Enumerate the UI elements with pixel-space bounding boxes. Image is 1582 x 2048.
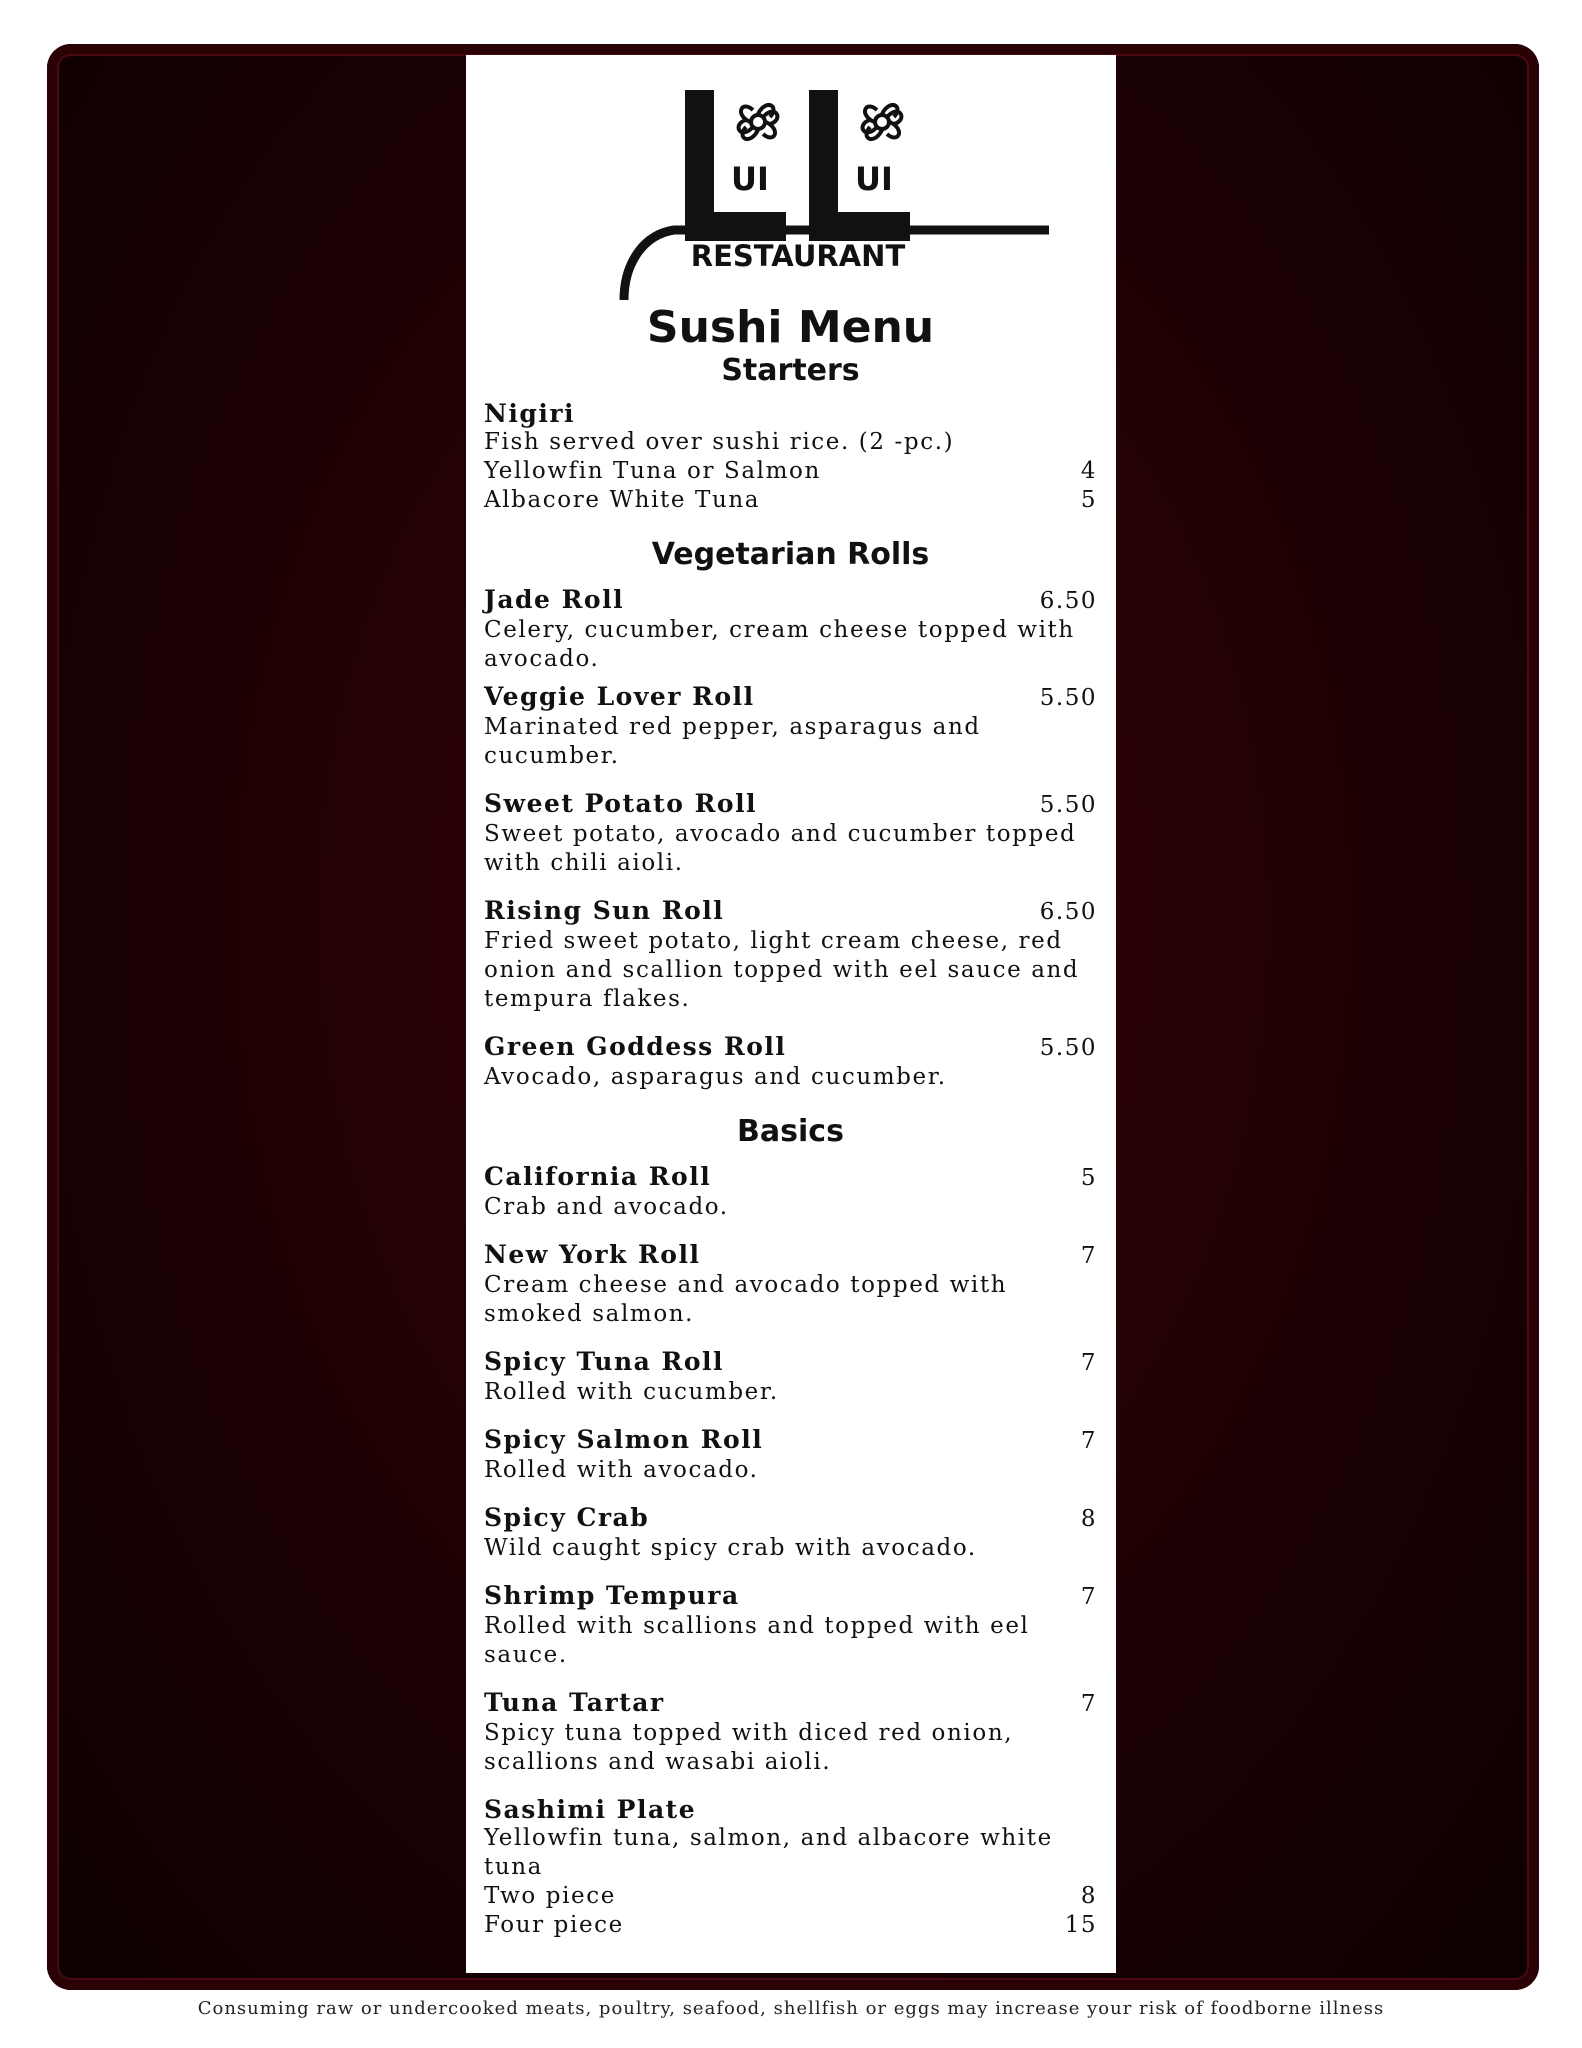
item-name: Tuna Tartar bbox=[484, 1688, 665, 1717]
item-price: 7 bbox=[1080, 1584, 1097, 1610]
item-description: Sweet potato, avocado and cucumber topped with chili aioli. bbox=[484, 821, 1077, 876]
item-price: 6.50 bbox=[1039, 899, 1097, 925]
section-heading-basics: Basics bbox=[737, 1114, 844, 1149]
item-description: Rolled with cucumber. bbox=[484, 1379, 779, 1405]
option-label: Albacore White Tuna bbox=[484, 487, 761, 513]
item-price: 7 bbox=[1080, 1350, 1097, 1376]
menu-item bbox=[484, 1503, 1097, 1563]
item-description: Wild caught spicy crab with avocado. bbox=[484, 1535, 977, 1561]
item-price: 7 bbox=[1080, 1243, 1097, 1269]
logo-mark bbox=[484, 55, 1096, 305]
item-description: Rolled with avocado. bbox=[484, 1457, 759, 1483]
item-option bbox=[484, 457, 1097, 486]
item-description: Celery, cucumber, cream cheese topped with avocado. bbox=[484, 617, 1075, 672]
item-description: Cream cheese and avocado topped with smoked salmon. bbox=[484, 1272, 1008, 1327]
menu-item bbox=[484, 1425, 1097, 1485]
menu-item-nigiri bbox=[484, 399, 1097, 515]
menu-item bbox=[484, 1581, 1097, 1670]
item-name: California Roll bbox=[484, 1162, 712, 1191]
option-price: 8 bbox=[1080, 1883, 1097, 1909]
item-name: Spicy Salmon Roll bbox=[484, 1425, 764, 1454]
item-price: 5 bbox=[1080, 1165, 1097, 1191]
item-description: Crab and avocado. bbox=[484, 1194, 729, 1220]
svg-text:UI: UI bbox=[731, 160, 769, 198]
option-price: 15 bbox=[1064, 1912, 1097, 1938]
item-price: 8 bbox=[1080, 1506, 1097, 1532]
menu-item bbox=[484, 1162, 1097, 1222]
item-name: Nigiri bbox=[484, 399, 575, 428]
item-name: Veggie Lover Roll bbox=[484, 682, 755, 711]
menu-item bbox=[484, 1347, 1097, 1407]
item-description: Avocado, asparagus and cucumber. bbox=[484, 1064, 947, 1090]
menu-item-sashimi-plate bbox=[484, 1795, 1097, 1940]
item-option bbox=[484, 1882, 1097, 1911]
item-price: 5.50 bbox=[1039, 792, 1097, 818]
item-description: Marinated red pepper, asparagus and cucumber. bbox=[484, 714, 981, 769]
item-name: Rising Sun Roll bbox=[484, 896, 725, 925]
svg-text:RESTAURANT: RESTAURANT bbox=[690, 239, 906, 273]
menu-item bbox=[484, 896, 1097, 1014]
item-description: Yellowfin tuna, salmon, and albacore white tuna bbox=[484, 1825, 1053, 1880]
item-name: Sashimi Plate bbox=[484, 1795, 697, 1824]
health-disclaimer: Consuming raw or undercooked meats, poultry, seafood, shellfish or eggs may increase your risk of foodborne illness bbox=[197, 1998, 1385, 2019]
item-name: Green Goddess Roll bbox=[484, 1032, 787, 1061]
item-option bbox=[484, 486, 1097, 515]
menu-item bbox=[484, 585, 1097, 674]
item-description: Fried sweet potato, light cream cheese, red onion and scallion topped with eel sauce and tempura flakes. bbox=[484, 928, 1080, 1012]
restaurant-logo bbox=[484, 55, 1097, 305]
menu-item bbox=[484, 1032, 1097, 1092]
item-name: Sweet Potato Roll bbox=[484, 789, 758, 818]
option-label: Four piece bbox=[484, 1912, 624, 1938]
item-price: 5.50 bbox=[1039, 1035, 1097, 1061]
option-label: Yellowfin Tuna or Salmon bbox=[484, 458, 821, 484]
item-name: Spicy Crab bbox=[484, 1503, 650, 1532]
menu-item bbox=[484, 789, 1097, 878]
menu-item bbox=[484, 682, 1097, 771]
option-label: Two piece bbox=[484, 1883, 616, 1909]
menu-title: Sushi Menu bbox=[646, 302, 935, 353]
option-price: 5 bbox=[1080, 487, 1097, 513]
item-description: Spicy tuna topped with diced red onion, scallions and wasabi aioli. bbox=[484, 1720, 1014, 1775]
menu-item bbox=[484, 1688, 1097, 1777]
menu-panel bbox=[466, 55, 1116, 1973]
item-price: 6.50 bbox=[1039, 588, 1097, 614]
section-heading-starters: Starters bbox=[721, 353, 860, 388]
item-price: 7 bbox=[1080, 1691, 1097, 1717]
menu-item bbox=[484, 1240, 1097, 1329]
item-name: New York Roll bbox=[484, 1240, 701, 1269]
section-heading-vegetarian: Vegetarian Rolls bbox=[651, 537, 930, 572]
item-name: Spicy Tuna Roll bbox=[484, 1347, 724, 1376]
item-name: Shrimp Tempura bbox=[484, 1581, 740, 1610]
item-option bbox=[484, 1911, 1097, 1940]
item-name: Jade Roll bbox=[484, 585, 625, 614]
item-price: 7 bbox=[1080, 1428, 1097, 1454]
item-description: Fish served over sushi rice. (2 -pc.) bbox=[484, 429, 955, 455]
svg-text:UI: UI bbox=[855, 160, 893, 198]
option-price: 4 bbox=[1080, 458, 1097, 484]
item-description: Rolled with scallions and topped with eel sauce. bbox=[484, 1613, 1030, 1668]
item-price: 5.50 bbox=[1039, 685, 1097, 711]
